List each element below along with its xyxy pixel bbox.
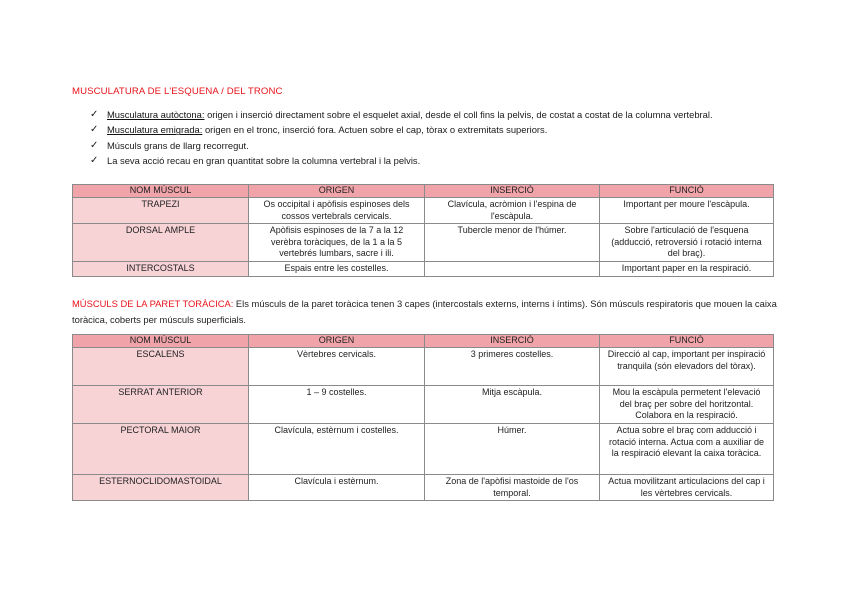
muscle-name-cell: SERRAT ANTERIOR [73,386,249,424]
list-item [90,122,790,137]
table-row [73,198,774,224]
origin-cell: Apòfisis espinoses de la 7 a la 12 verèbra toràciques, de la 1 a la 5 vertebrés lumbars, sacre i ili. [249,224,425,262]
section-heading-thoracic-wall: MÚSCULS DE LA PARET TORÀCICA: [72,298,234,309]
muscle-name-cell: TRAPEZI [73,198,249,224]
list-item [90,107,790,122]
table-row [73,475,774,501]
muscle-name-cell: ESTERNOCLIDOMASTOIDAL [73,475,249,501]
bullet-text: Músculs grans de llarg recorregut. [107,139,249,151]
column-header: ORIGEN [249,185,425,198]
column-header: NOM MÚSCUL [73,335,249,348]
column-header: INSERCIÓ [425,335,600,348]
bullet-list [90,107,790,169]
column-header: NOM MÚSCUL [73,185,249,198]
insertion-cell: 3 primeres costelles. [425,348,600,386]
muscle-name-cell: INTERCOSTALS [73,262,249,277]
origin-cell: 1 – 9 costelles. [249,386,425,424]
checkmark-icon: ✓ [90,109,99,120]
column-header: INSERCIÓ [425,185,600,198]
origin-cell: Espais entre les costelles. [249,262,425,277]
origin-cell: Clavícula i estèrnum. [249,475,425,501]
insertion-cell: Clavícula, acròmion i l'espina de l'escàpula. [425,198,600,224]
insertion-cell: Húmer. [425,424,600,475]
bullet-text: La seva acció recau en gran quantitat sobre la columna vertebral i la pelvis. [107,155,421,167]
bullet-term: Musculatura emigrada: [107,124,203,136]
muscle-name-cell: ESCALENS [73,348,249,386]
muscle-name-cell: PECTORAL MAIOR [73,424,249,475]
checkmark-icon: ✓ [90,155,99,167]
list-item [90,138,790,153]
thoracic-wall-intro [72,296,778,327]
list-item [90,153,790,168]
column-header: ORIGEN [249,335,425,348]
function-cell: Sobre l'articulació de l'esquena (adducció, retroversió i rotació interna del braç). [600,224,774,262]
table-row [73,348,774,386]
section-heading-back-muscles: MUSCULATURA DE L'ESQUENA / DEL TRONC [72,86,283,97]
bullet-term: Musculatura autòctona: [107,109,205,120]
function-cell: Important paper en la respiració. [600,262,774,277]
insertion-cell: Zona de l'apòfisi mastoide de l'os temporal. [425,475,600,501]
table-row [73,424,774,475]
insertion-cell [425,262,600,277]
intro-text: Els músculs de la paret toràcica tenen 3 capes (intercostals externs, interns i íntims). Són músculs respiratoris que mouen la caixa toràcica, coberts per músculs superficials. [72,298,777,325]
checkmark-icon: ✓ [90,124,99,136]
column-header: FUNCIÓ [600,335,774,348]
function-cell: Direcció al cap, important per inspiració tranquila (són elevadors del tòrax). [600,348,774,386]
function-cell: Actua movilitzant articulacions del cap i les vèrtebres cervicals. [600,475,774,501]
function-cell: Mou la escàpula permetent l'elevació del braç per sobre del horitzontal. Colabora en la respiració. [600,386,774,424]
table-row [73,224,774,262]
table-row [73,262,774,277]
thoracic-wall-table [72,334,774,501]
back-muscles-table [72,184,774,277]
checkmark-icon: ✓ [90,139,99,151]
table-header-row [73,335,774,348]
origin-cell: Os occipital i apòfisis espinoses dels cossos vertebrals cervicals. [249,198,425,224]
origin-cell: Clavícula, estèrnum i costelles. [249,424,425,475]
function-cell: Important per moure l'escàpula. [600,198,774,224]
insertion-cell: Mitja escàpula. [425,386,600,424]
column-header: FUNCIÓ [600,185,774,198]
function-cell: Actua sobre el braç com adducció i rotació interna. Actua com a auxiliar de la respiració elevant la caixa toràcica. [600,424,774,475]
muscle-name-cell: DORSAL AMPLE [73,224,249,262]
table-header-row [73,185,774,198]
insertion-cell: Tubercle menor de l'húmer. [425,224,600,262]
bullet-text: origen en el tronc, inserció fora. Actuen sobre el cap, tòrax o extremitats superiors. [202,124,548,136]
bullet-text: origen i inserció directament sobre el esquelet axial, desde el coll fins la pelvis, de costat a costat de la columna vertebral. [204,109,713,120]
origin-cell: Vèrtebres cervicals. [249,348,425,386]
table-row [73,386,774,424]
